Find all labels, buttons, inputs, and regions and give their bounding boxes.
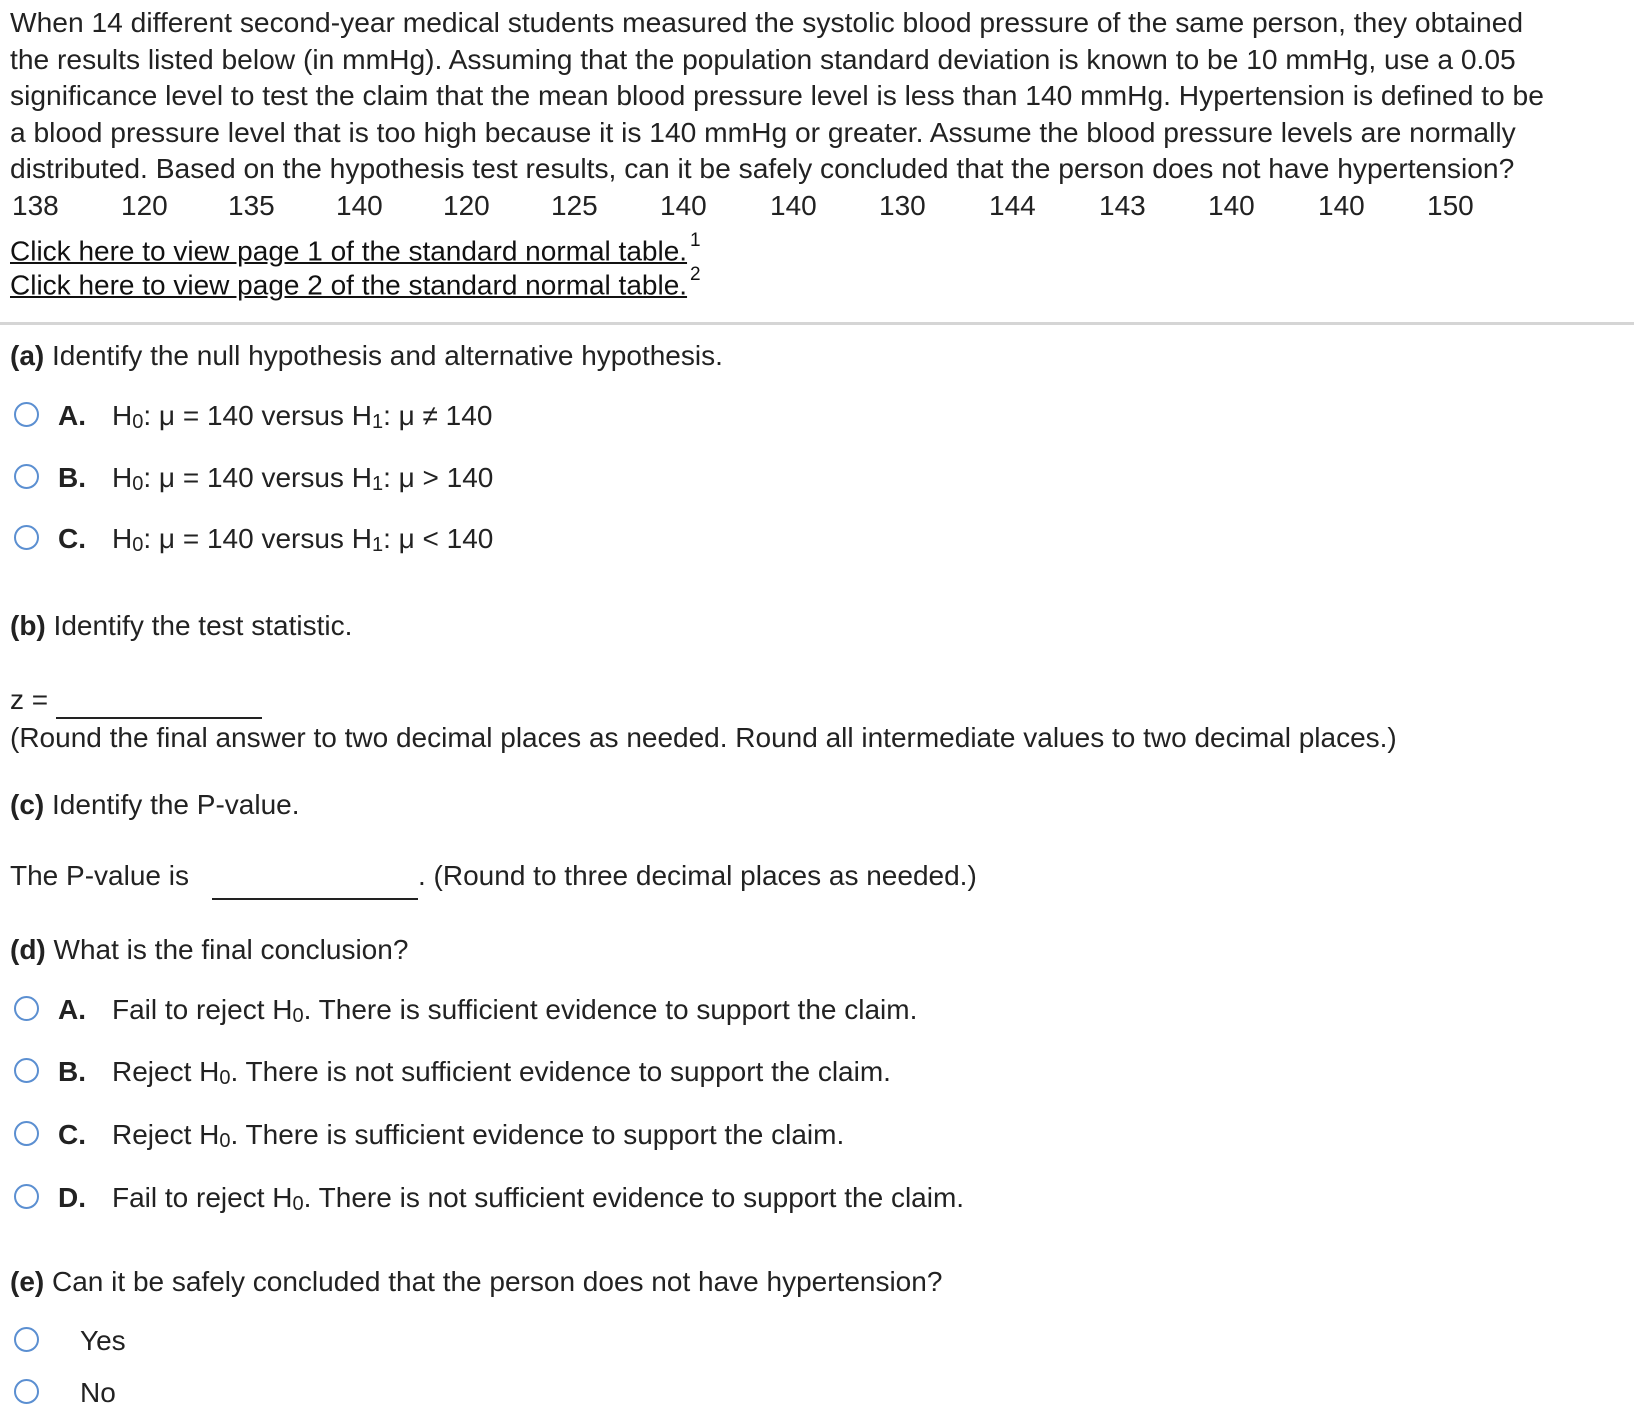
question-text: Identify the P-value. bbox=[44, 789, 300, 820]
radio-button[interactable] bbox=[14, 402, 39, 427]
part-e-question bbox=[10, 1266, 942, 1298]
part-a-option-c[interactable] bbox=[14, 523, 534, 563]
data-value: 143 bbox=[1099, 190, 1146, 221]
rounding-note: (Round the final answer to two decimal places as needed. Round all intermediate values to two decimal places.) bbox=[10, 722, 1397, 753]
footnote-marker: 1 bbox=[690, 230, 701, 251]
data-value: 140 bbox=[336, 190, 383, 221]
link-text: Click here to view page 1 of the standard normal table. bbox=[10, 235, 688, 267]
radio-button[interactable] bbox=[14, 1379, 39, 1404]
option-letter: A. bbox=[58, 400, 86, 431]
part-c-question bbox=[10, 789, 300, 821]
part-a-question bbox=[10, 340, 723, 372]
option-text: Yes bbox=[80, 1325, 126, 1356]
radio-button[interactable] bbox=[14, 1327, 39, 1352]
problem-line: distributed. Based on the hypothesis test results, can it be safely concluded that the person does not have hypertension? bbox=[10, 152, 1515, 184]
part-d-option-a[interactable] bbox=[14, 994, 994, 1034]
question-text: Can it be safely concluded that the person does not have hypertension? bbox=[44, 1266, 943, 1297]
problem-line: When 14 different second-year medical students measured the systolic blood pressure of the same person, they obtained bbox=[10, 6, 1524, 38]
problem-statement bbox=[10, 4, 1630, 187]
p-value-prefix: The P-value is bbox=[10, 860, 189, 891]
option-letter: A. bbox=[58, 994, 86, 1025]
part-label: (c) bbox=[10, 789, 45, 820]
footnote-marker: 2 bbox=[690, 264, 701, 285]
standard-normal-table-page1-link[interactable] bbox=[10, 230, 701, 267]
data-value: 135 bbox=[228, 190, 275, 221]
data-value: 138 bbox=[12, 190, 59, 221]
link-text: Click here to view page 2 of the standard normal table. bbox=[10, 269, 688, 301]
option-letter: B. bbox=[58, 1056, 86, 1087]
data-value: 120 bbox=[121, 190, 168, 221]
p-value-answer-field[interactable] bbox=[212, 898, 418, 900]
data-value: 120 bbox=[443, 190, 490, 221]
part-a-option-b[interactable] bbox=[14, 462, 534, 502]
p-value-suffix: . (Round to three decimal places as needed.) bbox=[418, 860, 977, 891]
data-value: 140 bbox=[660, 190, 707, 221]
option-text: $H_0$: μ = 140 versus $H_1$: μ ≠ 140 bbox=[112, 400, 493, 433]
data-value: 130 bbox=[879, 190, 926, 221]
question-text: Identify the test statistic. bbox=[45, 610, 353, 641]
standard-normal-table-page2-link[interactable] bbox=[10, 264, 701, 301]
radio-button[interactable] bbox=[14, 1121, 39, 1146]
option-text: $H_0$: μ = 140 versus $H_1$: μ < 140 bbox=[112, 523, 494, 556]
problem-line: significance level to test the claim that the mean blood pressure level is less than 140 mmHg. Hypertension is defined to be bbox=[10, 79, 1544, 111]
option-letter: B. bbox=[58, 462, 86, 493]
radio-button[interactable] bbox=[14, 1184, 39, 1209]
part-e-option-no[interactable] bbox=[14, 1377, 214, 1417]
part-label: (e) bbox=[10, 1266, 45, 1297]
part-label: (a) bbox=[10, 340, 45, 371]
part-b-question bbox=[10, 610, 352, 642]
part-label: (d) bbox=[10, 934, 46, 965]
option-text: Reject $H_0$. There is not sufficient evidence to support the claim. bbox=[112, 1056, 891, 1089]
z-answer-field[interactable] bbox=[56, 717, 262, 719]
radio-button[interactable] bbox=[14, 1058, 39, 1083]
section-divider bbox=[0, 322, 1634, 325]
problem-line: the results listed below (in mmHg). Assuming that the population standard deviation is known to be 10 mmHg, use a 0.05 bbox=[10, 42, 1516, 75]
data-value: 140 bbox=[1318, 190, 1365, 221]
option-letter: C. bbox=[58, 523, 86, 554]
data-value: 140 bbox=[1208, 190, 1255, 221]
part-d-question bbox=[10, 934, 408, 966]
option-text: Fail to reject $H_0$. There is not sufficient evidence to support the claim. bbox=[112, 1182, 965, 1215]
part-d-option-b[interactable] bbox=[14, 1056, 994, 1096]
part-e-option-yes[interactable] bbox=[14, 1325, 214, 1365]
question-text: What is the final conclusion? bbox=[45, 934, 409, 965]
data-value: 140 bbox=[770, 190, 817, 221]
radio-button[interactable] bbox=[14, 996, 39, 1021]
option-text: Fail to reject $H_0$. There is sufficient evidence to support the claim. bbox=[112, 994, 918, 1027]
part-label: (b) bbox=[10, 610, 46, 641]
part-d-option-d[interactable] bbox=[14, 1182, 1054, 1222]
part-d-option-c[interactable] bbox=[14, 1119, 994, 1159]
option-text: No bbox=[80, 1377, 116, 1408]
option-letter: C. bbox=[58, 1119, 86, 1150]
problem-line: a blood pressure level that is too high because it is 140 mmHg or greater. Assume the blood pressure levels are normally bbox=[10, 115, 1516, 148]
radio-button[interactable] bbox=[14, 525, 39, 550]
data-value: 144 bbox=[989, 190, 1036, 221]
option-letter: D. bbox=[58, 1182, 86, 1213]
data-value: 125 bbox=[551, 190, 598, 221]
radio-button[interactable] bbox=[14, 464, 39, 489]
part-a-option-a[interactable] bbox=[14, 400, 534, 440]
question-text: Identify the null hypothesis and alternative hypothesis. bbox=[44, 340, 723, 371]
option-text: $H_0$: μ = 140 versus $H_1$: μ > 140 bbox=[112, 462, 494, 495]
option-text: Reject $H_0$. There is sufficient evidence to support the claim. bbox=[112, 1119, 845, 1152]
data-value: 150 bbox=[1427, 190, 1474, 221]
z-label: z = bbox=[10, 684, 49, 715]
